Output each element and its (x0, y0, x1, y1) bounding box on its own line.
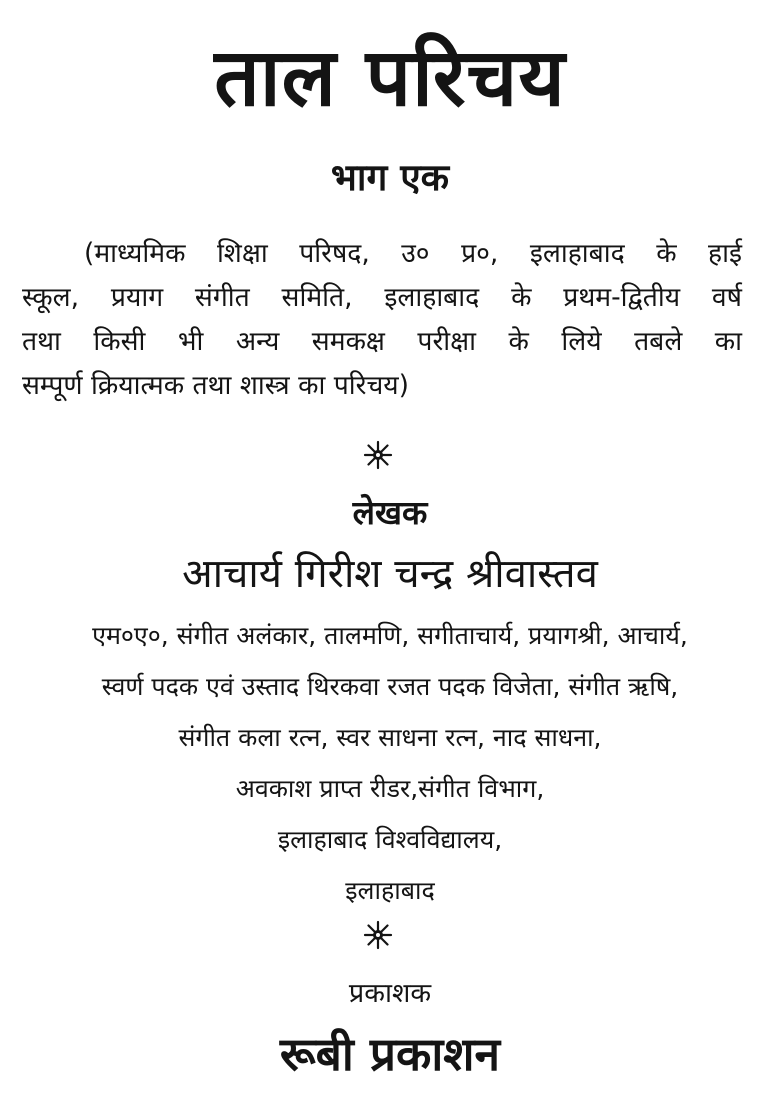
book-part: भाग एक (330, 156, 450, 199)
star-ornament-icon (363, 440, 393, 470)
author-name: आचार्य गिरीश चन्द्र श्रीवास्तव (182, 551, 598, 597)
credential-line: एम०ए०, संगीत अलंकार, तालमणि, सगीताचार्य, प्रयागश्री, आचार्य, (92, 621, 688, 650)
description-line: सम्पूर्ण क्रियात्मक तथा शास्त्र का परिचय) (22, 370, 410, 401)
author-credentials (0, 610, 780, 916)
book-description (22, 232, 742, 408)
star-ornament-icon (363, 920, 393, 950)
publisher-label: प्रकाशक (348, 978, 432, 1009)
credential-line: इलाहाबाद विश्वविद्यालय, (277, 825, 503, 854)
credential-line: इलाहाबाद (345, 876, 435, 905)
description-line: तथा किसी भी अन्य समकक्ष परीक्षा के लिये तबले का (22, 326, 742, 357)
author-label: लेखक (352, 493, 428, 532)
description-line: (माध्यमिक शिक्षा परिषद, उ० प्र०, इलाहाबाद के हाई (84, 238, 742, 269)
book-title: ताल परिचय (214, 31, 566, 124)
credential-line: संगीत कला रत्न, स्वर साधना रत्न, नाद साधना, (178, 723, 602, 752)
credential-line: स्वर्ण पदक एवं उस्ताद थिरकवा रजत पदक विजेता, संगीत ऋषि, (101, 672, 679, 701)
credential-line: अवकाश प्राप्त रीडर,संगीत विभाग, (235, 774, 545, 803)
publisher-name: रूबी प्रकाशन (279, 1027, 501, 1081)
description-line: स्कूल, प्रयाग संगीत समिति, इलाहाबाद के प्रथम-द्वितीय वर्ष (22, 282, 742, 313)
